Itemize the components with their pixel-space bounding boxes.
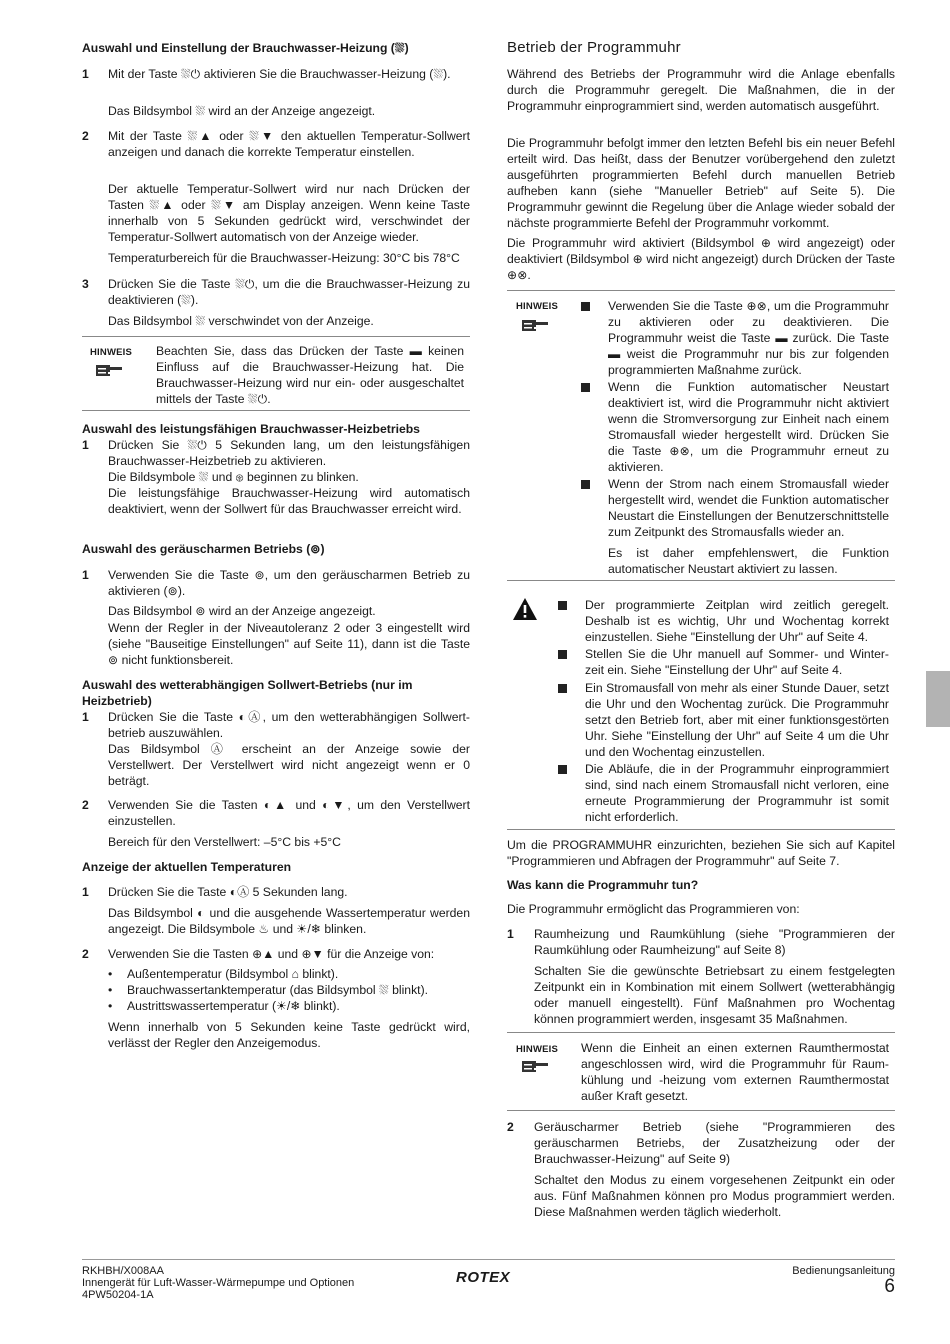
step-text: Bereich für den Verstellwert: –5°C bis +5°C: [108, 835, 341, 849]
bullet-text: Austrittswassertemperatur (☀/❄ blinkt).: [127, 999, 340, 1013]
hint-text: Wenn die Funktion automatischer Neustart deaktiviert ist, wird die Programmuhr nicht aktiviert wenn die Stromversorgung zur Einheit nach einem Stromausfall wieder hergestellt wird. Drücken Sie die Taste ⊕⊗, um die Programmuhr erneut zu aktivieren.: [608, 380, 889, 474]
step-number: 2: [82, 129, 89, 143]
hint-text: Beachten Sie, dass das Drücken der Taste ▬ keinen Einfluss auf die Brauchwasser-Heizung hat. Die Brauchwasser-Heizung wird nur ein- oder ausgeschaltet mittels der Taste ⛆⏻.: [156, 344, 464, 406]
bullet-square: [581, 383, 590, 392]
hint-label: HINWEIS: [90, 347, 133, 358]
paragraph: Die Programmuhr befolgt immer den letzten Befehl bis ein neuer Befehl erteilt wird. Das heißt, dass der Benutzer vorübergehend den zuletzt ausgeführten programmierten Befehl durch manuellen Betrieb aufheben kann (siehe "Manueller Betrieb" auf Seite 5). Die Programmuhr gewinnt die Regelung über die Anlage wieder sobald der nächste programmierte Befehl der Programmuhr vorkommt.: [507, 136, 895, 230]
hint-text: Wenn die Einheit an einen externen Raumthermostat angeschlossen wird, wird die Programmuhr für Raum-kühlung und -heizung vom externen Raumthermostat außer Kraft gesetzt.: [581, 1041, 889, 1103]
step-number: 1: [82, 67, 89, 81]
divider: [507, 1032, 895, 1033]
paragraph: Während des Betriebs der Programmuhr wird die Anlage ebenfalls durch die Programmuhr geregelt. Die Maßnahmen, die in der Programmuhr einprogrammiert sind, werden automatisch ausgeführt.: [507, 67, 895, 113]
section-title-powerful: Auswahl des leistungsfähigen Brauchwasser-Heizbetriebs: [82, 422, 420, 436]
step-text: Wenn der Regler in der Niveautoleranz 2 oder 3 eingestellt wird (siehe "Bauseitige Einstellungen" auf Seite 11), dann ist die Taste ⊚ nicht funktionsbereit.: [108, 621, 470, 667]
warning-text: Stellen Sie die Uhr manuell auf Sommer- und Winter-zeit ein. Siehe "Einstellung der Uhr" auf Seite 4.: [585, 647, 889, 677]
chapter-tab: [926, 671, 950, 727]
step-number: 1: [82, 710, 89, 724]
step-number: 1: [82, 568, 89, 582]
pointing-hand-icon: [520, 317, 550, 333]
bullet-dot: •: [108, 983, 113, 997]
step-text: Mit der Taste ⛆⏻ aktivieren Sie die Brauchwasser-Heizung (⛆).: [108, 67, 451, 81]
step-text: Temperaturbereich für die Brauchwasser-Heizung: 30°C bis 78°C: [108, 251, 460, 265]
step-text: Drücken Sie die Taste ◐Ⓐ, um den wetterabhängigen Sollwert-betrieb auszuwählen.: [108, 710, 470, 740]
step-text: Drücken Sie die Taste ⛆⏻, um die die Brauchwasser-Heizung zu deaktivieren (⛆).: [108, 277, 470, 307]
section-title-quiet: Auswahl des geräuscharmen Betriebs (⊚): [82, 542, 325, 556]
page-number: 6: [884, 1276, 895, 1297]
bullet-square: [558, 650, 567, 659]
pointing-hand-icon: [520, 1058, 550, 1074]
hint-label: HINWEIS: [516, 301, 559, 312]
section-title-what: Was kann die Programmuhr tun?: [507, 878, 699, 892]
footer-divider: [82, 1259, 895, 1260]
paragraph: Die Programmuhr ermöglicht das Programmieren von:: [507, 902, 800, 916]
bullet-dot: •: [108, 967, 113, 981]
divider: [507, 580, 895, 581]
step-text: Geräuscharmer Betrieb (siehe "Programmieren des geräuscharmen Betriebs, der Zusatzheizung oder der Brauchwasser-Heizung" auf Seite 9): [534, 1120, 895, 1166]
step-text: Drücken Sie die Taste ◐Ⓐ 5 Sekunden lang.: [108, 885, 348, 899]
divider: [507, 829, 895, 830]
section-title-weather: Auswahl des wetterabhängigen Sollwert-Betriebs (nur im Heizbetrieb): [82, 678, 413, 708]
step-number: 1: [507, 927, 514, 941]
pointing-hand-icon: [94, 362, 124, 378]
step-number: 2: [507, 1120, 514, 1134]
step-text: Die Bildsymbole ⛆ und ⊛ beginnen zu blinken.: [108, 470, 359, 484]
warning-text: Ein Stromausfall von mehr als einer Stunde Dauer, setzt die Uhr und den Wochentag zurück. Die Programmuhr setzt den Betrieb fort, aber mit einer funktionsgestörten Uhr. Siehe "Einstellung der Uhr" auf Seite 4 um die Uhr und den Wochentag einzustellen.: [585, 681, 889, 759]
brand-logo: ROTEX: [456, 1269, 511, 1286]
paragraph: Um die PROGRAMMUHR einzurichten, beziehen Sie sich auf Kapitel "Programmieren und Abfragen der Programmuhr" auf Seite 7.: [507, 838, 895, 868]
step-text: Schaltet den Modus zu einem vorgesehenen Zeitpunkt ein oder aus. Fünf Maßnahmen können pro Modus programmiert werden. Diese Maßnahmen werden täglich wiederholt.: [534, 1173, 895, 1219]
bullet-square: [581, 302, 590, 311]
step-text: Schalten Sie die gewünschte Betriebsart zu einem festgelegten Zeitpunkt ein in Kombination mit einem Sollwert (wetterabhängig oder manuell eingestellt). Fünf Maßnahmen pro Wochentag können programmiert werden, insgesamt 35 Maßnahmen.: [534, 964, 895, 1026]
hint-label: HINWEIS: [516, 1044, 559, 1055]
section-title-temps: Anzeige der aktuellen Temperaturen: [82, 860, 292, 874]
step-text: Das Bildsymbol ⛆ verschwindet von der Anzeige.: [108, 314, 374, 328]
step-number: 3: [82, 277, 89, 291]
paragraph: Die Programmuhr wird aktiviert (Bildsymbol ⊕ wird angezeigt) oder deaktiviert (Bildsymbol ⊕ wird nicht angezeigt) durch Drücken der Taste ⊕⊗.: [507, 236, 895, 282]
bullet-text: Brauchwassertanktemperatur (das Bildsymbol ⛆ blinkt).: [127, 983, 429, 997]
bullet-dot: •: [108, 999, 113, 1013]
step-text: Mit der Taste ⛆▲ oder ⛆▼ den aktuellen Temperatur-Sollwert anzeigen und danach die korrekte Temperatur einstellen.: [108, 129, 470, 159]
step-text: Das Bildsymbol Ⓐ erscheint an der Anzeige sowie der Verstellwert. Der Verstellwert wird nicht angezeigt wenn er 0 beträgt.: [108, 742, 470, 788]
bullet-square: [558, 601, 567, 610]
divider: [82, 336, 470, 337]
footer-manual: Bedienungsanleitung: [792, 1265, 895, 1277]
divider: [507, 290, 895, 291]
step-text: Verwenden Sie die Tasten ◐▲ und ◐▼, um den Verstellwert einzustellen.: [108, 798, 470, 828]
footer-description: Innengerät für Luft-Wasser-Wärmepumpe und Optionen: [82, 1277, 355, 1289]
step-text: Wenn innerhalb von 5 Sekunden keine Taste gedrückt wird, verlässt der Regler den Anzeigemodus.: [108, 1020, 470, 1050]
bullet-square: [558, 765, 567, 774]
step-number: 2: [82, 798, 89, 812]
step-number: 1: [82, 885, 89, 899]
footer-model: RKHBH/X008AA: [82, 1265, 164, 1277]
section-title-timer: Betrieb der Programmuhr: [507, 39, 681, 56]
step-number: 1: [82, 438, 89, 452]
hint-text: Verwenden Sie die Taste ⊕⊗, um die Programmuhr zu aktivieren oder zu deaktivieren. Die Programmuhr weist die Taste ▬ zurück. Die Taste ▬ weist die Programmuhr nur bis zur folgenden programmierten Maßnahme zurück.: [608, 299, 889, 377]
step-text: Der aktuelle Temperatur-Sollwert wird nur nach Drücken der Tasten ⛆▲ oder ⛆▼ am Display anzeigen. Wenn keine Taste innerhalb von 5 Sekunden gedrückt wird, verschwindet der Temperatur-Sollwert automatisch von der Anzeige wieder.: [108, 182, 470, 244]
step-text: Verwenden Sie die Taste ⊚, um den geräuscharmen Betrieb zu aktivieren (⊚).: [108, 568, 470, 598]
hint-text: Wenn der Strom nach einem Stromausfall wieder hergestellt wird, wendet die Funktion automatischer Neustart die Einstellungen der Benutzerschnittstelle zum Zeitpunkt des Stromausfalls wieder an.: [608, 477, 889, 539]
section-title-hot-water: Auswahl und Einstellung der Brauchwasser-Heizung (⛆): [82, 41, 409, 55]
step-text: Die leistungsfähige Brauchwasser-Heizung wird automatisch deaktiviert, wenn der Sollwert für das Brauchwasser erreicht wird.: [108, 486, 470, 516]
step-text: Verwenden Sie die Tasten ⊕▲ und ⊕▼ für die Anzeige von:: [108, 947, 435, 961]
step-text: Das Bildsymbol ◐ und die ausgehende Wassertemperatur werden angezeigt. Die Bildsymbole ♨ und ☀/❄ blinken.: [108, 906, 470, 936]
warning-text: Der programmierte Zeitplan wird zeitlich geregelt. Deshalb ist es wichtig, Uhr und Wochentag korrekt einzustellen. Siehe "Einstellung der Uhr" auf Seite 4.: [585, 598, 889, 644]
step-text: Das Bildsymbol ⛆ wird an der Anzeige angezeigt.: [108, 104, 376, 118]
bullet-square: [558, 684, 567, 693]
step-text: Raumheizung und Raumkühlung (siehe "Programmieren der Raumkühlung oder Raumheizung" auf Seite 8): [534, 927, 895, 957]
divider: [507, 1110, 895, 1111]
step-text: Das Bildsymbol ⊚ wird an der Anzeige angezeigt.: [108, 604, 376, 618]
footer-code: 4PW50204-1A: [82, 1289, 154, 1301]
bullet-square: [581, 480, 590, 489]
divider: [82, 410, 470, 411]
bullet-text: Außentemperatur (Bildsymbol ⌂ blinkt).: [127, 967, 339, 981]
warning-icon: [512, 597, 538, 621]
step-text: Drücken Sie ⛆⏻ 5 Sekunden lang, um den leistungsfähigen Brauchwasser-Heizbetrieb zu aktivieren.: [108, 438, 470, 468]
step-number: 2: [82, 947, 89, 961]
hint-text: Es ist daher empfehlenswert, die Funktion automatischer Neustart aktiviert zu lassen.: [608, 546, 889, 576]
warning-text: Die Abläufe, die in der Programmuhr einprogrammiert sind, sind nach einem Stromausfall nicht verloren, eine erneute Programmierung der Programmuhr ist somit nicht erforderlich.: [585, 762, 889, 824]
